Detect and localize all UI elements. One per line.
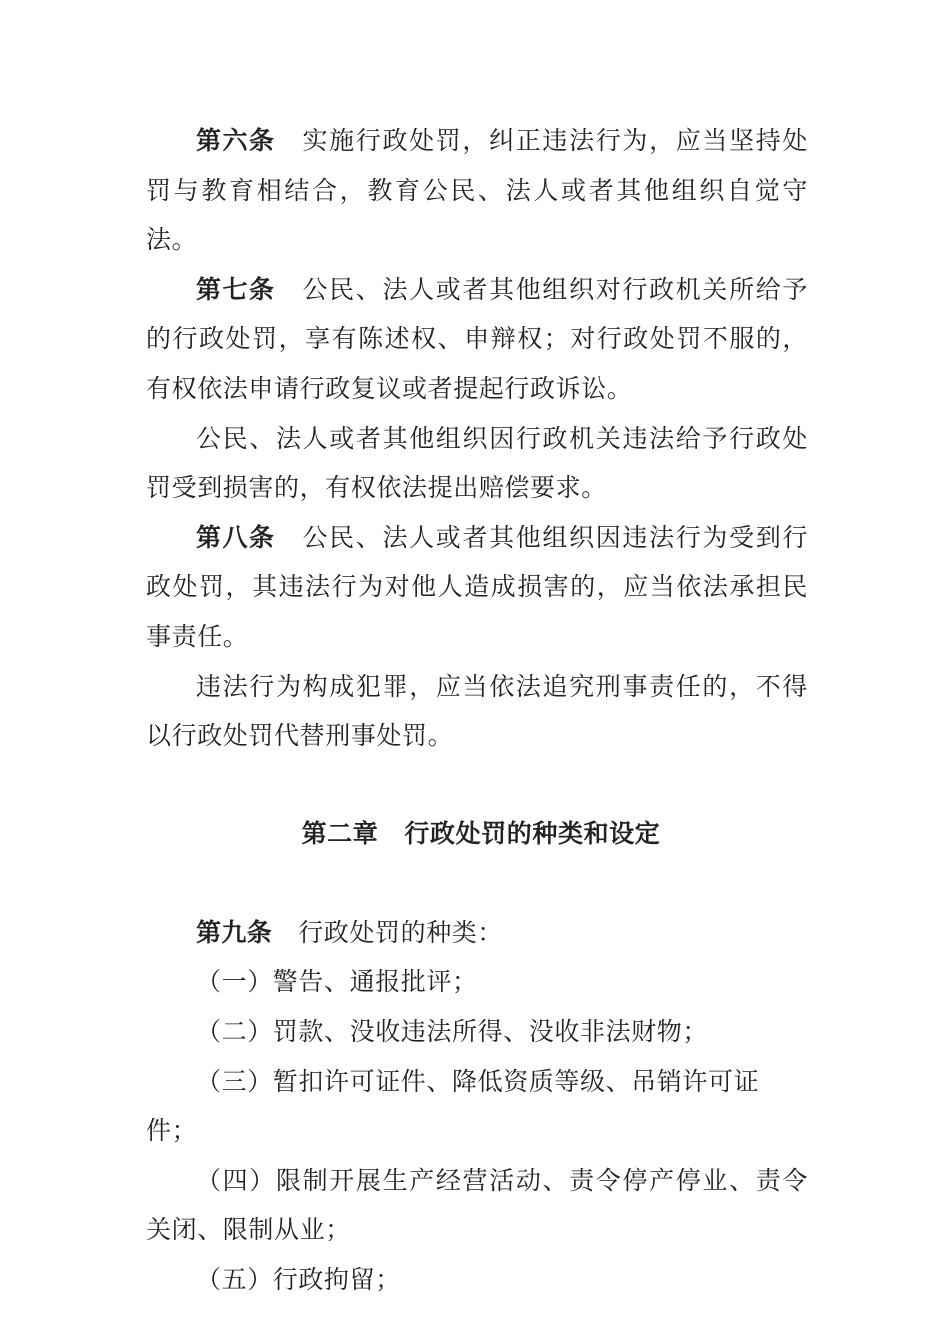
article-6	[146, 116, 808, 265]
chapter-number: 第二章	[301, 818, 379, 848]
article-7-text: 公民、法人或者其他组织对行政机关所给予的行政处罚，享有陈述权、申辩权；对行政处罚不服的，有权依法申请行政复议或者提起行政诉讼。	[146, 274, 808, 403]
article-9-intro: 行政处罚的种类：	[298, 917, 504, 947]
chapter-heading	[146, 784, 808, 884]
article-7-text-2: 公民、法人或者其他组织因行政机关违法给予行政处罚受到损害的，有权依法提出赔偿要求。	[146, 423, 808, 503]
article-7-heading: 第七条	[196, 274, 276, 304]
list-item: （四）限制开展生产经营活动、责令停产停业、责令关闭、限制从业；	[146, 1165, 808, 1245]
article-7-paragraph-2	[146, 414, 808, 513]
article-9-heading: 第九条	[196, 917, 273, 947]
article-8	[146, 513, 808, 662]
chapter-title: 行政处罚的种类和设定	[404, 818, 661, 848]
article-7	[146, 265, 808, 414]
article-8-text-2: 违法行为构成犯罪，应当依法追究刑事责任的，不得以行政处罚代替刑事处罚。	[146, 671, 808, 751]
article-8-paragraph-2	[146, 662, 808, 761]
article-8-text: 公民、法人或者其他组织因违法行为受到行政处罚，其违法行为对他人造成损害的，应当依法承担民事责任。	[146, 522, 808, 651]
article-9	[146, 908, 808, 958]
article-8-heading: 第八条	[196, 522, 276, 552]
article-6-heading: 第六条	[196, 126, 276, 155]
article-6-text: 实施行政处罚，纠正违法行为，应当坚持处罚与教育相结合，教育公民、法人或者其他组织自觉守法。	[146, 126, 808, 255]
list-item: （三）暂扣许可证件、降低资质等级、吊销许可证件；	[146, 1066, 760, 1146]
list-item: （一）警告、通报批评；	[196, 967, 478, 997]
list-item: （五）行政拘留；	[196, 1264, 401, 1294]
list-item: （二）罚款、没收违法所得、没收非法财物；	[196, 1016, 709, 1046]
